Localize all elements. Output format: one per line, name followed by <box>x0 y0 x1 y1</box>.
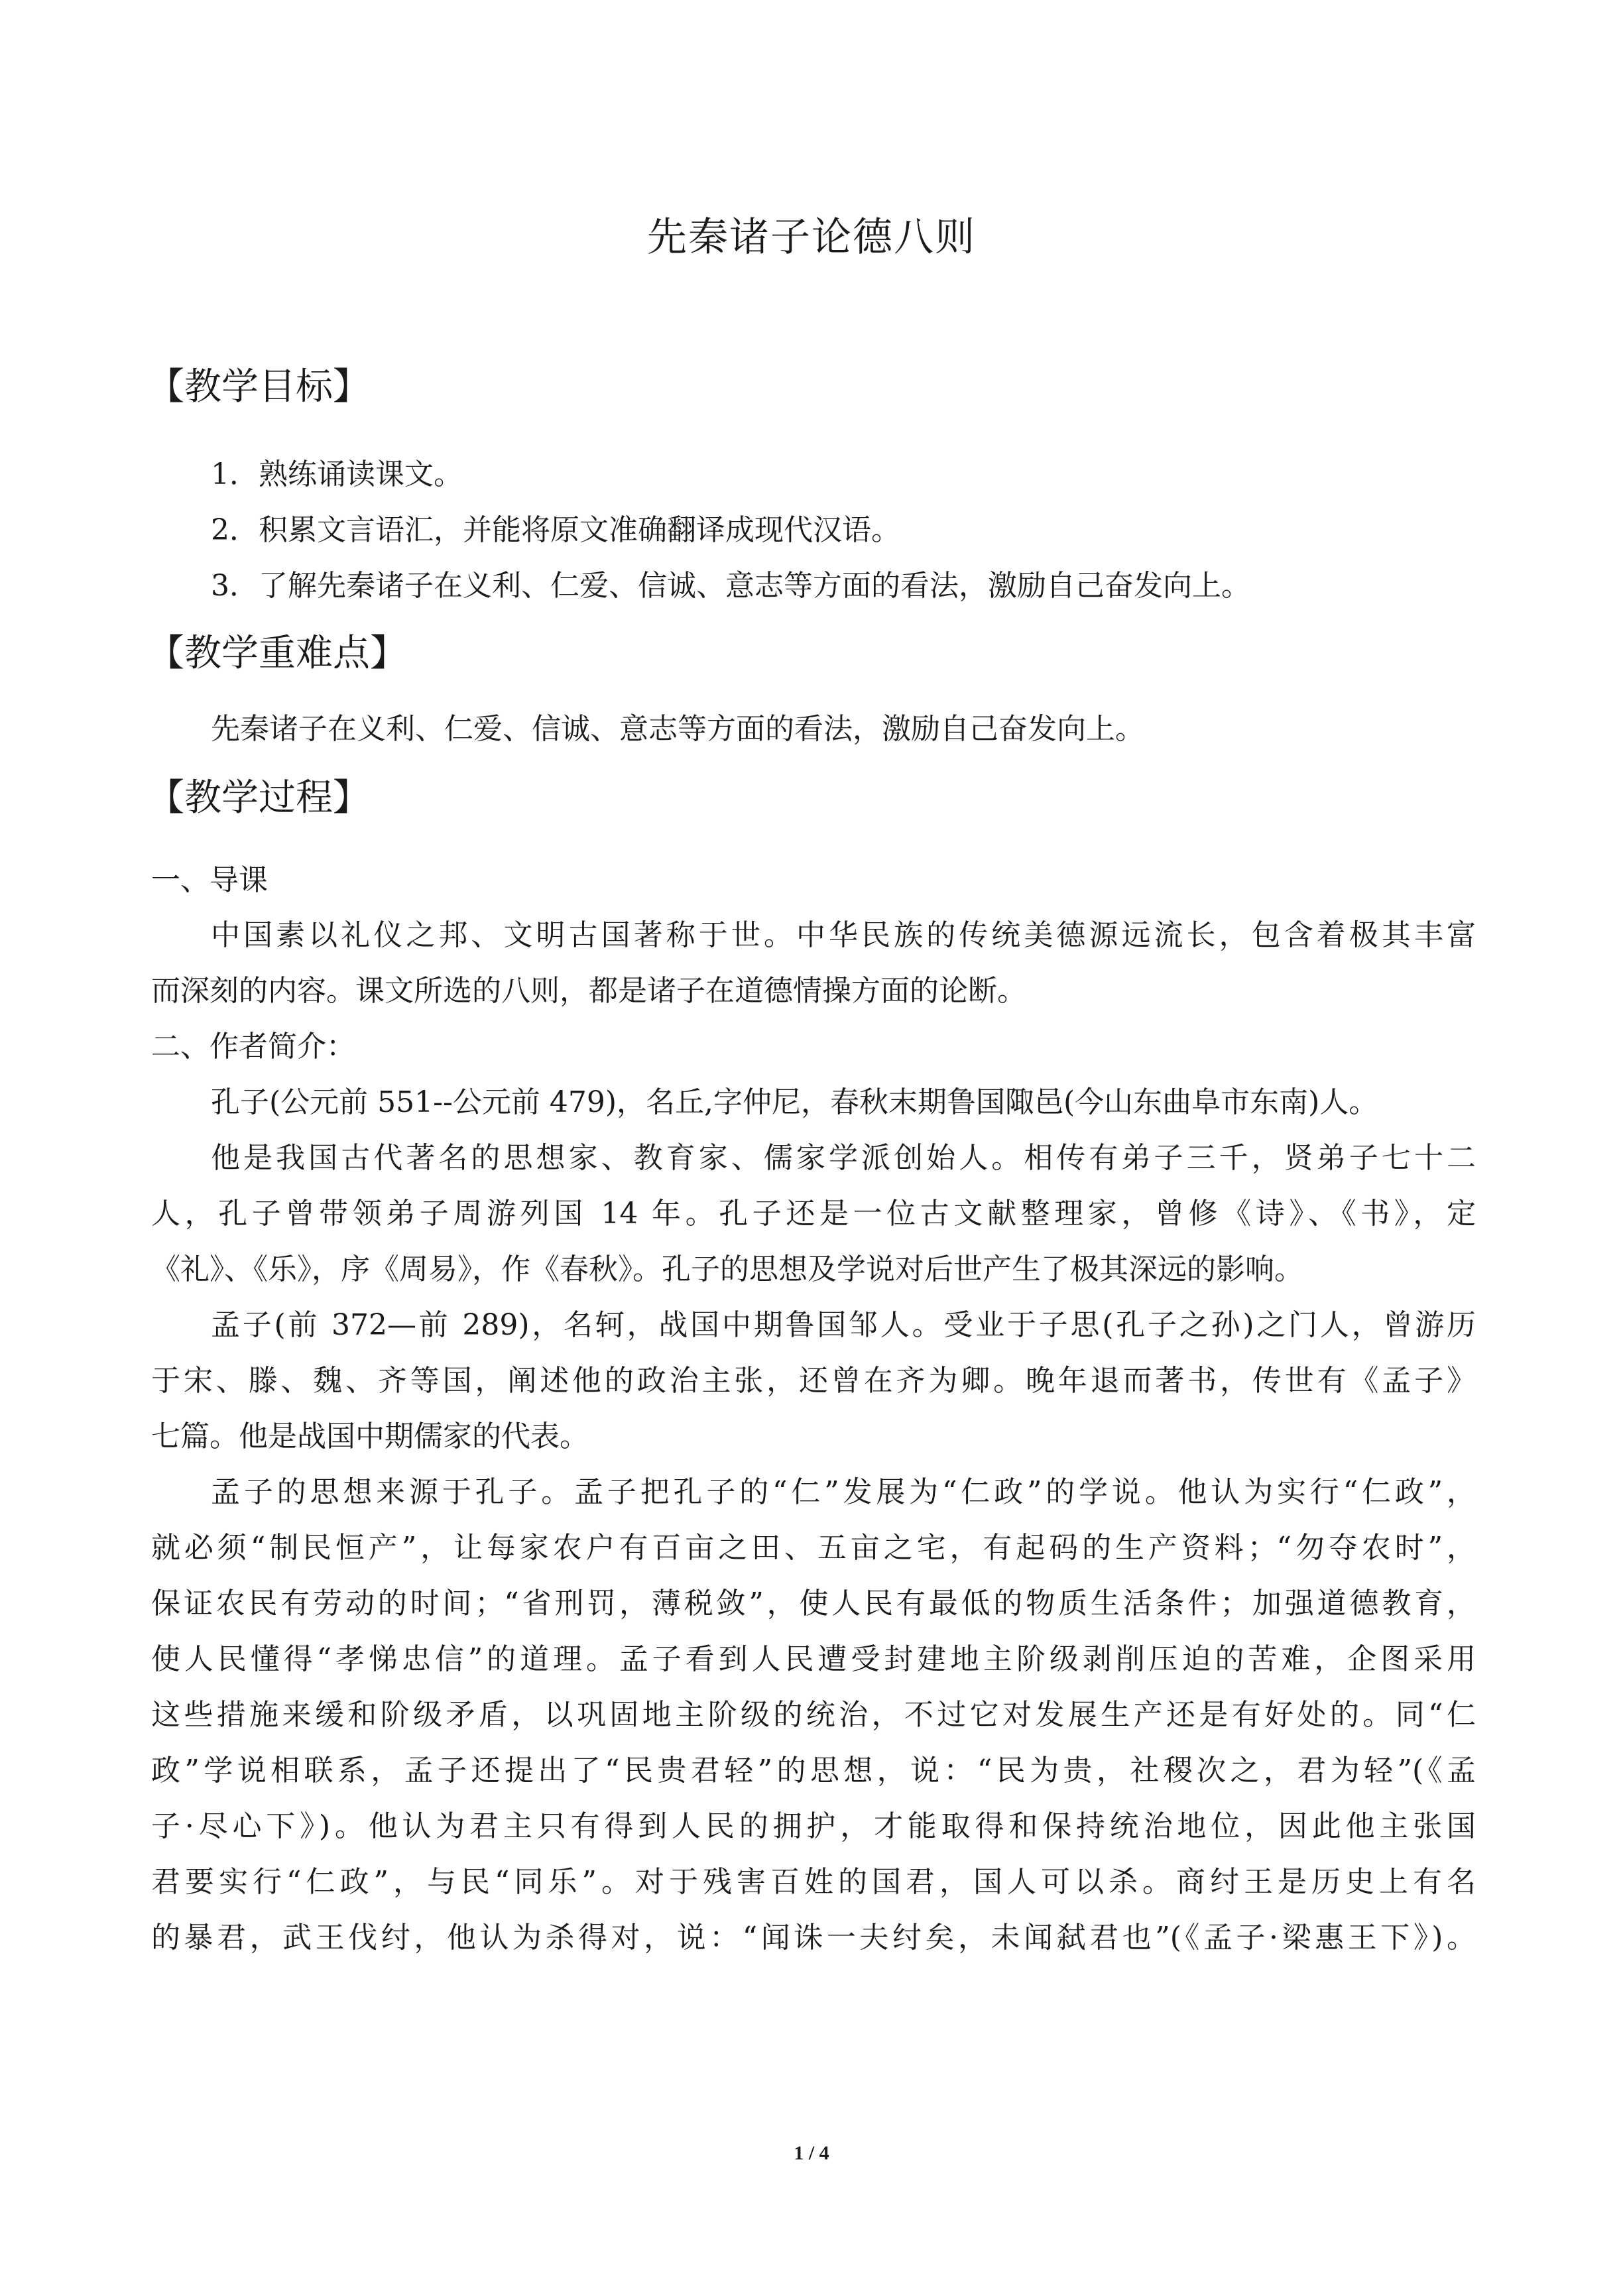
confucius-intro-line: 孔子(公元前 551--公元前 479)，名丘,字仲尼，春秋末期鲁国陬邑(今山东曲阜市东南)人。 <box>211 1085 1378 1119</box>
objective-item-1: 1．熟练诵读课文。 <box>211 457 463 491</box>
intro-line-2: 而深刻的内容。课文所选的八则，都是诸子在道德情操方面的论断。 <box>151 974 1026 1008</box>
mencius-thought-line-3: 保证农民有劳动的时间；“省刑罚，薄税敛”，使人民有最低的物质生活条件；加强道德教育， <box>151 1587 1476 1620</box>
mencius-thought-line-9: 的暴君，武王伐纣，他认为杀得对，说：“闻诛一夫纣矣，未闻弑君也”(《孟子·梁惠王下》)。 <box>151 1921 1476 1955</box>
document-title: 先秦诸子论德八则 <box>647 214 976 261</box>
intro-line-1: 中国素以礼仪之邦、文明古国著称于世。中华民族的传统美德源远流长，包含着极其丰富 <box>211 918 1476 952</box>
mencius-para-line-3: 七篇。他是战国中期儒家的代表。 <box>151 1420 589 1453</box>
page-number: 1 / 4 <box>794 2142 829 2164</box>
keypoints-heading: 【教学重难点】 <box>147 632 407 675</box>
objective-item-2: 2．积累文言语汇，并能将原文准确翻译成现代汉语。 <box>211 513 900 547</box>
objective-item-3: 3．了解先秦诸子在义利、仁爱、信诚、意志等方面的看法，激励自己奋发向上。 <box>211 569 1250 603</box>
authors-heading: 二、作者简介： <box>151 1030 355 1063</box>
confucius-para-line-2: 人，孔子曾带领弟子周游列国 14 年。孔子还是一位古文献整理家，曾修《诗》、《书》，定 <box>151 1197 1476 1231</box>
mencius-thought-line-2: 就必须“制民恒产”，让每家农户有百亩之田、五亩之宅，有起码的生产资料；“勿夺农时”， <box>151 1531 1476 1565</box>
intro-heading: 一、导课 <box>151 863 268 897</box>
mencius-thought-line-1: 孟子的思想来源于孔子。孟子把孔子的“仁”发展为“仁政”的学说。他认为实行“仁政”， <box>211 1475 1476 1509</box>
mencius-thought-line-5: 这些措施来缓和阶级矛盾，以巩固地主阶级的统治，不过它对发展生产还是有好处的。同“仁 <box>151 1698 1476 1732</box>
mencius-para-line-2: 于宋、滕、魏、齐等国，阐述他的政治主张，还曾在齐为卿。晚年退而著书，传世有《孟子》 <box>151 1364 1476 1398</box>
objectives-heading: 【教学目标】 <box>147 365 370 408</box>
mencius-thought-line-8: 君要实行“仁政”，与民“同乐”。对于残害百姓的国君，国人可以杀。商纣王是历史上有名 <box>151 1865 1476 1899</box>
mencius-para-line-1: 孟子(前 372—前 289)，名轲，战国中期鲁国邹人。受业于子思(孔子之孙)之门人，曾游历 <box>211 1308 1476 1342</box>
keypoints-text: 先秦诸子在义利、仁爱、信诚、意志等方面的看法，激励自己奋发向上。 <box>211 712 1144 746</box>
mencius-thought-line-7: 子·尽心下》)。他认为君主只有得到人民的拥护，才能取得和保持统治地位，因此他主张国 <box>151 1809 1476 1843</box>
mencius-thought-line-6: 政”学说相联系，孟子还提出了“民贵君轻”的思想，说：“民为贵，社稷次之，君为轻”(《孟 <box>151 1754 1476 1787</box>
process-heading: 【教学过程】 <box>147 776 370 819</box>
mencius-thought-line-4: 使人民懂得“孝悌忠信”的道理。孟子看到人民遭受封建地主阶级剥削压迫的苦难，企图采用 <box>151 1642 1476 1676</box>
confucius-para-line-3: 《礼》、《乐》，序《周易》，作《春秋》。孔子的思想及学说对后世产生了极其深远的影响。 <box>151 1252 1303 1286</box>
confucius-para-line-1: 他是我国古代著名的思想家、教育家、儒家学派创始人。相传有弟子三千，贤弟子七十二 <box>211 1141 1476 1175</box>
